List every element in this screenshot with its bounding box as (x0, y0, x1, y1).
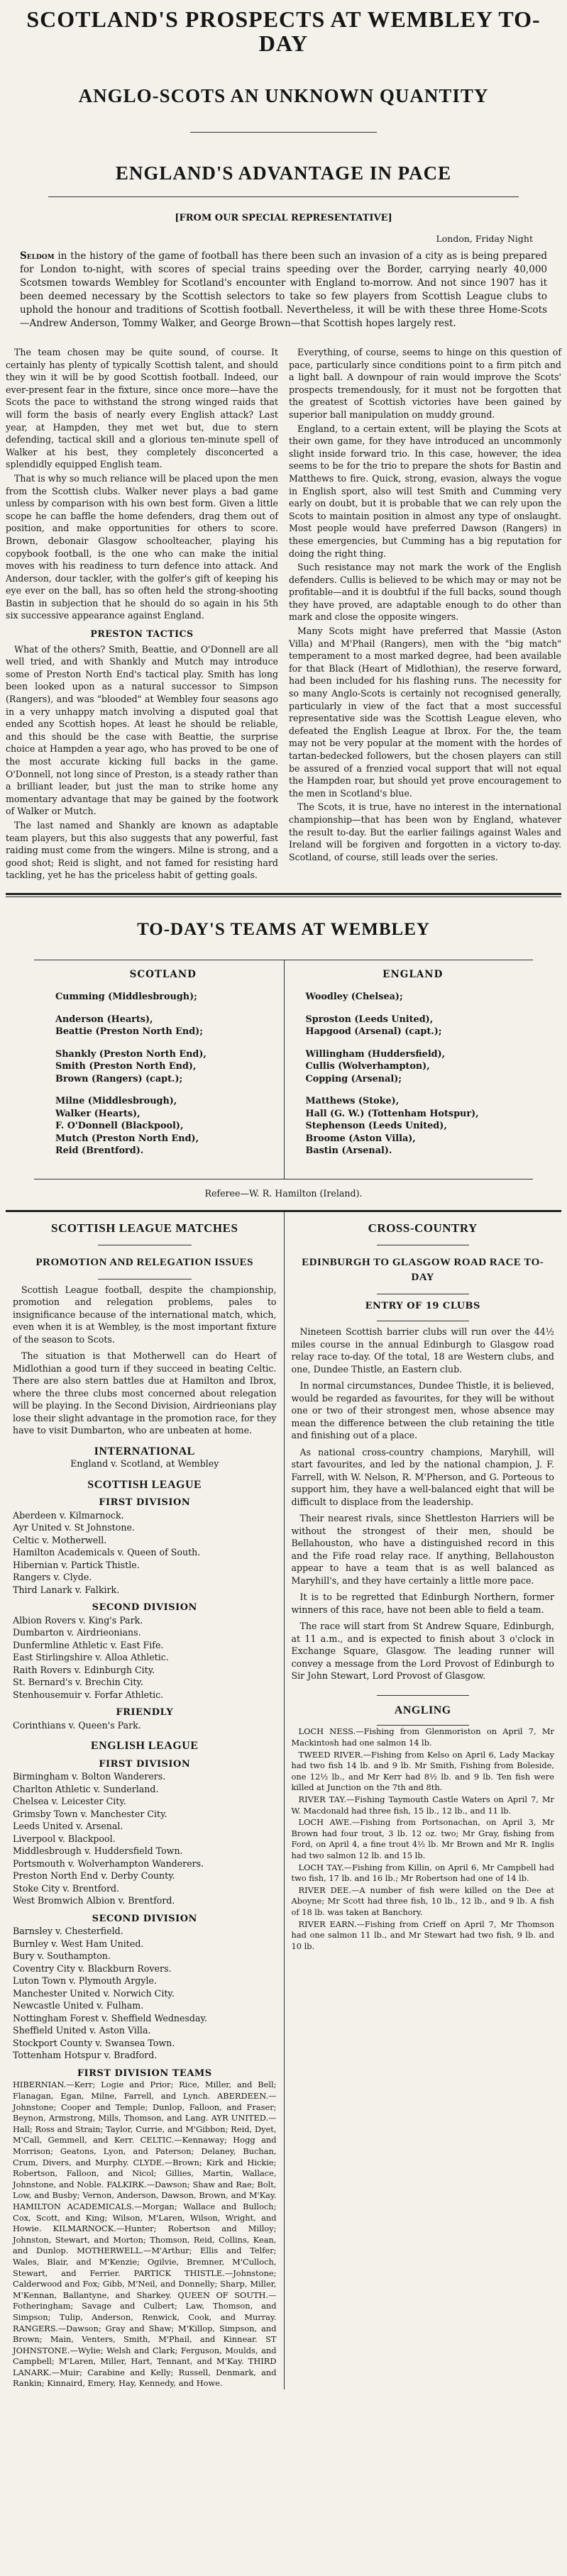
team-name: ENGLAND (382, 968, 444, 980)
lineup-group (306, 1014, 521, 1038)
team-name: SCOTLAND (129, 968, 197, 980)
fixture: Middlesbrough v. Huddersfield Town. (13, 1845, 183, 1857)
international-title: INTERNATIONAL (94, 1445, 195, 1458)
angling-report: LOCH NESS.—Fishing from Glenmoriston on April 7, Mr Mackintosh had one salmon 14 lb. (291, 1726, 554, 1748)
article-paragraph: What of the others? Smith, Beattie, and O'Donnell are all well tried, and with Shankly and Mutch may introduce some of Preston North End's tactical play. Smith has long been looked upon as a natural successor to Simpson (Rangers), and was "blooded" at Wembley four seasons ago in a very unhappy match involving a disputed goal that ended any Scottish hopes. At least he should be reliable, and this should be the case with Beattie, the surprise choice at Hampden a year ago, who has proved to be one of the most accurate kicking full backs in the game. O'Donnell, not long since of Preston, is a steady rather than a brilliant leader, but just the man to strike home any momentary advantage that may be gained by the footwork of Walker or Mutch. (6, 643, 278, 817)
article-paragraph: The team chosen may be quite sound, of course. It certainly has plenty of typically Scottish talent, and should they win it will be by good Scottish football. Indeed, our ever-present fear in the fixture, since once more—have the Scots the pace to withstand the strong winged raids that will form the basis of nearly every English attack? Last year, at Hampden, they met wet but, due to stern defending, tactical skill and a glorious ten-minute spell of Walker at his best, they completely disconcerted a splendidly equipped English team. (6, 347, 278, 470)
lead-text: in the history of the game of football has there been such an invasion of a city as is being prepared for London to-night, with scores of special trains speeding over the Border, carrying nearly 40,000 Scotsmen towards Wembley for Scotland's encounter with England to-morrow. And not since 1907 has it been deemed necessary by the Scottish selectors to take so few players from Scottish League clubs to uphold the honour and traditions of Scottish football. Nevertheless, it will be with these three Home-Scots—Andrew Anderson, Tommy Walker, and George Brown—that Scottish hopes largely rest. (20, 250, 547, 329)
lineup-group (306, 1048, 521, 1086)
league-column (6, 1212, 284, 2389)
cross-paragraph: As national cross-country champions, Maryhill, will start favourites, and led by the national champion, J. F. Farrell, with W. Nelson, R. M'Pherson, and G. Porteous to support him, they have a well-balanced eight that will be difficult to displace from the leadership. (291, 1446, 554, 1507)
player-name: Smith (Preston North End), (55, 1061, 197, 1072)
lineup-group (306, 1095, 521, 1157)
fixture-list (13, 1614, 277, 1701)
fixture: Albion Rovers v. King's Park. (13, 1614, 143, 1626)
player-name: Copping (Arsenal); (305, 1073, 402, 1084)
lineup-group (55, 991, 271, 1004)
teams-box (34, 960, 533, 1179)
fixture: Chelsea v. Leicester City. (13, 1796, 126, 1807)
article-columns (6, 346, 561, 883)
fixture-list (13, 1509, 277, 1597)
fixture: Aberdeen v. Kilmarnock. (13, 1509, 124, 1521)
article-paragraph: Everything, of course, seems to hinge on this question of pace, particularly since conditions point to a firm pitch and a light ball. A downpour of rain would improve the Scots' prospects tremendously, for it must not be forgotten that the greatest of Scottish victories have been gained by superior ball manipulation on muddy ground. (289, 347, 561, 420)
league-paragraph: The situation is that Motherwell can do Heart of Midlothian a good turn if they succeed in beating Celtic. There are also stern battles due at Hamilton and Ibrox, where the three clubs most concerned about relegation will be playing. In the Second Division, Airdrieonians play lose their slight advantage in the promotion race, for they have to visit Dumbarton, who are unbeaten at home. (13, 1350, 277, 1436)
player-name: Beattie (Preston North End); (55, 1026, 203, 1038)
fixture: West Bromwich Albion v. Brentford. (13, 1895, 175, 1906)
angling-report: LOCH TAY.—Fishing from Killin, on April 6, Mr Campbell had two fish, 17 lb. and 16 lb.; Mr Robertson had one of 14 lb. (291, 1862, 554, 1884)
lineup-group (55, 1014, 271, 1038)
fixture: Sheffield United v. Aston Villa. (13, 2025, 151, 2036)
byline: [FROM OUR SPECIAL REPRESENTATIVE] (175, 213, 392, 223)
divider (377, 1695, 470, 1696)
section-rule (6, 896, 561, 897)
division-title: FIRST DIVISION (99, 1758, 191, 1770)
player-name: Cumming (Middlesbrough); (55, 992, 197, 1003)
fixture: Hibernian v. Partick Thistle. (13, 1559, 140, 1570)
player-name: Matthews (Stoke), (305, 1096, 400, 1107)
lead-first-word: Seldom (20, 250, 55, 262)
player-name: F. O'Donnell (Blackpool), (55, 1121, 184, 1132)
fixture: Grimsby Town v. Manchester City. (13, 1808, 167, 1819)
fixture: Raith Rovers v. Edinburgh City. (13, 1664, 155, 1675)
headline: SCOTLAND'S PROSPECTS AT WEMBLEY TO-DAY (26, 6, 541, 56)
fixture: Manchester United v. Norwich City. (13, 1987, 175, 1999)
friendly-fixture: Corinthians v. Queen's Park. (13, 1719, 141, 1731)
fixture: East Stirlingshire v. Alloa Athletic. (13, 1652, 169, 1663)
team-list-text: HIBERNIAN.—Kerr; Logie and Prior; Rice, Miller, and Bell; Flanagan, Egan, Milne, Farrell, and Lynch. ABERDEEN.—Johnstone; Cooper and Temple; Dunlop, Falloon, and Fraser; Beynon, Armstrong, Mills, Thomson, and Lang. AYR UNITED.—Hall; Ross and Strain; Taylor, Currie, and M'Gibbon; Reid, Dyet, M'Call, Gemmell, and Kerr. CELTIC.—Kennaway; Hogg and Morrison; Geatons, Lyon, and Paterson; Delaney, Buchan, Crum, Divers, and Murphy. CLYDE.—Brown; Kirk and Hickie; Robertson, Falloon, and Nicol; Gillies, Martin, Wallace, Johnstone, and Noble. FALKIRK.—Dawson; Shaw and Rae; Bolt, Low, and Busby; Vernon, Anderson, Dawson, Brown, and M'Kay. HAMILTON ACADEMICALS.—Morgan; Wallace and Bulloch; Cox, Scott, and King; Wilson, M'Laren, Wilson, Wright, and Howie. KILMARNOCK.—Hunter; Robertson and Milloy; Johnston, Stewart, and Morton; Thomson, Reid, Collins, Kean, and Dunlop. MOTHERWELL.—M'Arthur; Ellis and Telfer; Wales, Blair, and M'Kenzie; Ogilvie, Bremner, M'Culloch, Stewart, and Ferrier. PARTICK THISTLE.—Johnstone; Calderwood and Fox; Gibb, M'Neil, and Donnelly; Sharp, Miller, M'Kennan, Ballantyne, and Sharkey. QUEEN OF SOUTH.—Fotheringham; Savage and Culbert; Law, Thomson, and Simpson; Tulip, Anderson, Renwick, Cook, and Murray. RANGERS.—Dawson; Gray and Shaw; M'Killop, Simpson, and Brown; Main, Venters, Smith, M'Phail, and Kinnear. ST JOHNSTONE.—Wylie; Welsh and Clark; Ferguson, Moulds, and Campbell; M'Laren, Miller, Hart, Tennant, and M'Kay. THIRD LANARK.—Muir; Carabine and Kelly; Russell, Denmark, and Rankin; Kinnaird, Emery, Hay, Kennedy, and Howe. (13, 2080, 277, 2389)
lead-paragraph (20, 250, 547, 331)
fixture: Dumbarton v. Airdrieonians. (13, 1627, 141, 1638)
article-paragraph: The Scots, it is true, have no interest in the international championship—that has been won by England, whatever the result to-day. But the earlier failings against Wales and Ireland will be forgiven and forgotten in a victory to-day. Scotland, of course, still leads over the series. (289, 801, 561, 862)
international-fixture: England v. Scotland, at Wembley (70, 1458, 219, 1470)
article-right-column (289, 346, 561, 883)
cross-country-subtitle: EDINBURGH TO GLASGOW ROAD RACE TO-DAY (302, 1256, 544, 1283)
cross-paragraph: It is to be regretted that Edinburgh Northern, former winners of this race, have not been able to field a team. (291, 1592, 554, 1615)
article-paragraph: Such resistance may not mark the work of the English defenders. Cullis is believed to be which may or may not be profitable—and it is doubtful if the full backs, sound though they have proved, are adaptable enough to do other than mark and close the opposite wingers. (289, 562, 561, 623)
friendly-title: FRIENDLY (116, 1707, 174, 1719)
article-paragraph: England, to a certain extent, will be playing the Scots at their own game, for they have introduced an uncommonly slight inside forward trio. In this case, however, the idea seems to be for the trio to prepare the shots for Bastin and Matthews to fire. Quick, strong, evasion, always the vogue in English sport, also will test Smith and Cumming very early on doubt, but it is probable that we can rely upon the Scots to maintain position in almost any type of onslaught. Most people would have preferred Dawson (Rangers) in these emergencies, but Cumming has a big reputation for doing the right thing. (289, 423, 561, 559)
angling-report: TWEED RIVER.—Fishing from Kelso on April 6, Lady Mackay had two fish 14 lb. and 9 lb. Mr Smith, Fishing from Boleside, one 12½ lb., and Mr Kerr had 8½ lb. and 9 lb. Ten fish were killed at Junction on the 7th and 8th. (291, 1749, 554, 1793)
divider (190, 132, 377, 133)
player-name: Milne (Middlesbrough), (55, 1096, 177, 1107)
cross-country-column (284, 1212, 562, 2389)
referee: Referee—W. R. Hamilton (Ireland). (204, 1187, 363, 1199)
league-title: SCOTTISH LEAGUE MATCHES (51, 1221, 238, 1235)
division-title: SECOND DIVISION (92, 1602, 197, 1614)
angling-report: LOCH AWE.—Fishing from Portsonachan, on April 3, Mr Brown had four trout, 3 lb. 12 oz. two; Mr Gray, fishing from Ford, on April 4, a fine trout 4½ lb. Mr Brown and Mr R. Inglis had two salmon 12 lb. and 15 lb. (291, 1817, 554, 1860)
player-name: Bastin (Arsenal). (305, 1145, 392, 1157)
fixture: Nottingham Forest v. Sheffield Wednesday. (13, 2012, 207, 2023)
player-name: Reid (Brentford). (55, 1145, 144, 1157)
fixture: Burnley v. West Ham United. (13, 1938, 144, 1949)
fixture: Leeds United v. Arsenal. (13, 1821, 123, 1832)
scottish-league-title: SCOTTISH LEAGUE (87, 1478, 202, 1491)
fixture: Portsmouth v. Wolverhampton Wanderers. (13, 1858, 204, 1869)
subheadline: ANGLO-SCOTS AN UNKNOWN QUANTITY (78, 85, 489, 106)
article-paragraph: The last named and Shankly are known as adaptable team players, but this also suggests that any powerful, fast raiding must come from the wingers. Milne is strong, and a good shot; Reid is slight, and not famed for resisting hard tackling, yet he has the priceless habit of getting goals. (6, 819, 278, 881)
angling-report: RIVER TAY.—Fishing Taymouth Castle Waters on April 7, Mr W. Macdonald had three fish, 15 lb., 12 lb., and 11 lb. (291, 1794, 554, 1816)
league-paragraph: Scottish League football, despite the championship, promotion and relegation problems, pales to insignificance because of the international match, which, even when it is at Wembley, is the most important fixture of the season to Scots. (13, 1284, 277, 1345)
team-england (284, 960, 534, 1179)
player-name: Woodley (Chelsea); (305, 992, 403, 1003)
fixture: St. Bernard's v. Brechin City. (13, 1677, 143, 1688)
divider (377, 1725, 470, 1726)
article-left-column (6, 346, 278, 883)
league-subtitle: PROMOTION AND RELEGATION ISSUES (35, 1256, 254, 1268)
fixture: Coventry City v. Blackburn Rovers. (13, 1962, 172, 1974)
cross-paragraph: Nineteen Scottish barrier clubs will run over the 44½ miles course in the annual Edinburgh to Glasgow road relay race to-day. Of the total, 18 are Western clubs, and one, Dundee Thistle, an Eastern club. (291, 1326, 554, 1375)
fixture: Hamilton Academicals v. Queen of South. (13, 1547, 201, 1558)
dateline: London, Friday Night (436, 233, 533, 244)
team-list-title: FIRST DIVISION TEAMS (77, 2067, 212, 2079)
fixture: Tottenham Hotspur v. Bradford. (13, 2050, 158, 2061)
lineup-group (55, 1048, 271, 1086)
player-name: Broome (Aston Villa), (305, 1133, 416, 1144)
team-scotland (34, 960, 284, 1179)
player-name: Cullis (Wolverhampton), (305, 1061, 430, 1072)
division-title: FIRST DIVISION (99, 1497, 191, 1509)
fixture: Bury v. Southampton. (13, 1950, 111, 1962)
fixture: Luton Town v. Plymouth Argyle. (13, 1975, 157, 1987)
angling-report: RIVER EARN.—Fishing from Crieff on April 7, Mr Thomson had one salmon 11 lb., and Mr Stewart had two fish, 9 lb. and 10 lb. (291, 1919, 554, 1951)
division-title: SECOND DIVISION (92, 1913, 197, 1924)
angling-report: RIVER DEE.—A number of fish were killed on the Dee at Aboyne; Mr Scott had three fish, 10 lb., 12 lb., and 9 lb. A fish of 18 lb. was taken at Banchory. (291, 1884, 554, 1917)
player-name: Stephenson (Leeds United), (305, 1121, 447, 1132)
angling-reports (292, 1726, 555, 1952)
fixture: Preston North End v. Derby County. (13, 1870, 175, 1882)
fixture: Barnsley v. Chesterfield. (13, 1926, 123, 1937)
angling-title: ANGLING (394, 1704, 451, 1716)
player-name: Anderson (Hearts), (55, 1014, 153, 1025)
divider (48, 196, 519, 197)
section-rule (6, 893, 561, 895)
fixture: Birmingham v. Bolton Wanderers. (13, 1771, 166, 1782)
bottom-sections (6, 1210, 561, 2389)
fixture: Charlton Athletic v. Sunderland. (13, 1783, 159, 1794)
cross-paragraph: The race will start from St Andrew Square, Edinburgh, at 11 a.m., and is expected to finish about 3 o'clock in Exchange Square, Glasgow. The leading runner will convey a message from the Lord Provost of Edinburgh to Sir John Stewart, Lord Provost of Glasgow. (291, 1621, 554, 1682)
player-name: Walker (Hearts), (55, 1108, 141, 1119)
fixture-list (13, 1770, 277, 1907)
fixture-list (13, 1925, 277, 2062)
cross-country-title: CROSS-COUNTRY (368, 1221, 478, 1235)
team-lineup (306, 991, 521, 1157)
fixture: Stoke City v. Brentford. (13, 1882, 120, 1894)
fixture: Celtic v. Motherwell. (13, 1534, 107, 1545)
player-name: Shankly (Preston North End), (55, 1048, 207, 1060)
lineup-group (55, 1095, 271, 1157)
fixture: Dunfermline Athletic v. East Fife. (13, 1639, 164, 1650)
fixture: Newcastle United v. Fulham. (13, 2000, 144, 2011)
lineup-group (306, 991, 521, 1004)
player-name: Hall (G. W.) (Tottenham Hotspur), (305, 1108, 479, 1119)
article-paragraph: That is why so much reliance will be placed upon the men from the Scottish clubs. Walker never plays a bad game unless by comparison with his own best form. Given a little scope he can baffle the home defenders, drag them out of position, and make opportunities for others to score. Brown, debonair Glasgow schoolteacher, playing his copybook football, is the one who can make the initial moves with his readiness to turn defence into attack. And Anderson, dour tackler, with the golfer's gift of keeping his eye ever on the ball, has so often held the strong-shooting Bastin in subjection that he should do so again in his 5th six successive appearance against England. (6, 472, 278, 621)
cross-paragraph: In normal circumstances, Dundee Thistle, it is believed, would be regarded as favourites, for they will be without one or two of their strongest men, whose absence may mean the difference between the club retaining the title and finishing out of a place. (291, 1380, 554, 1441)
cross-country-entry: ENTRY OF 19 CLUBS (365, 1300, 480, 1311)
fixture: Rangers v. Clyde. (13, 1572, 92, 1583)
cross-paragraph: Their nearest rivals, since Shettleston Harriers will be without the strongest of their men, should be Bellahouston, who have a distinguished record in this and the Fife road relay race. If anything, Bellahouston appear to have a team that is as well balanced as Maryhill's, and they have certainly a little more pace. (291, 1513, 554, 1586)
player-name: Willingham (Huddersfield), (305, 1048, 446, 1060)
article-paragraph: Many Scots might have preferred that Massie (Aston Villa) and M'Phail (Rangers), men with the "big match" temperament to a most marked degree, had been available for that Black (Heart of Midlothian), the reserve forward, had been included for his flashing runs. The necessity for so many Anglo-Scots is certainly not recognised generally, particularly in view of the fact that a most successful representative side was the Scottish League eleven, who defeated the English League at Ibrox. For the, the team may not be very popular at the moment with the hordes of tartan-bedecked followers, but the chosen players can still be assured of a frenzied vocal support that will not equal the Hampden roar, but should yet prove encouragement to the men in Scotland's blue. (289, 626, 561, 799)
fixture: Stockport County v. Swansea Town. (13, 2037, 175, 2048)
fixture: Third Lanark v. Falkirk. (13, 1584, 120, 1595)
fixture: Ayr United v. St Johnstone. (13, 1522, 135, 1533)
player-name: Mutch (Preston North End), (55, 1133, 199, 1144)
player-name: Sproston (Leeds United), (305, 1014, 434, 1025)
player-name: Brown (Rangers) (capt.); (55, 1073, 183, 1084)
section-subhead: PRESTON TACTICS (90, 628, 194, 640)
fixture: Liverpool v. Blackpool. (13, 1833, 116, 1844)
fixture: Stenhousemuir v. Forfar Athletic. (13, 1689, 164, 1700)
player-name: Hapgood (Arsenal) (capt.); (305, 1026, 442, 1038)
team-lineup (55, 991, 271, 1157)
english-league-title: ENGLISH LEAGUE (91, 1740, 199, 1753)
teams-title: TO-DAY'S TEAMS AT WEMBLEY (137, 919, 430, 939)
subheadline-2: ENGLAND'S ADVANTAGE IN PACE (115, 162, 452, 184)
